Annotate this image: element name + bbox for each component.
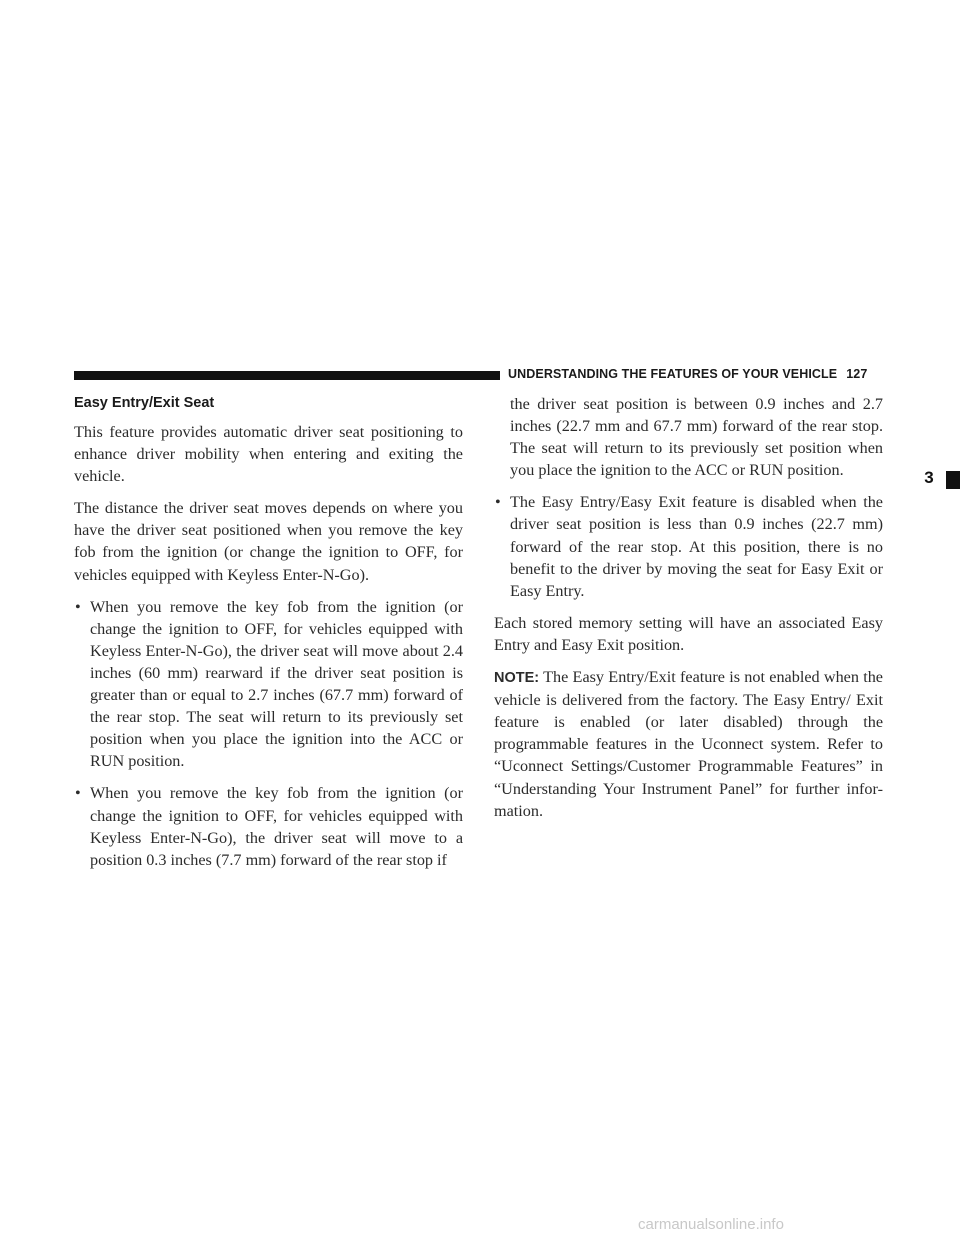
continued-bullet-text: the driver seat position is between 0.9 inches and 2.7 inches (22.7 mm and 67.7 mm) forward of the rear stop. The seat will return to its previously set position when you place the ignition to the ACC or RUN position. (510, 395, 883, 480)
bullet-list (494, 491, 883, 601)
header-rule (74, 371, 500, 380)
note-text: The Easy Entry/Exit feature is not enabled when the vehicle is delivered from the factory. The Easy Entry/ Exit feature is enabled (or later disabled) through the programmable features in the Uconnect system. Refer to “Uconnect Settings/Customer Programmable Features” in “Understanding Your Instrument Panel” for further infor- mation. (494, 668, 883, 820)
running-header (508, 367, 867, 381)
bullet-text: When you remove the key fob from the ignition (or change the ignition to OFF, for vehicles equipped with Keyless Enter-N-Go), the driver seat will move to a position 0.3 inches (7.7 mm) forward of the rear stop if (90, 784, 463, 869)
bullet-text: The Easy Entry/Easy Exit feature is disabled when the driver seat position is less than 0.9 inches (22.7 mm) forward of the rear stop. At this position, there is no benefit to the driver by moving the seat for Easy Exit or Easy Entry. (510, 493, 883, 600)
bullet-icon: • (75, 597, 81, 616)
right-column (494, 393, 883, 832)
section-heading: Easy Entry/Exit Seat (74, 395, 215, 411)
bullet-text: When you remove the key fob from the ignition (or change the ignition to OFF, for vehicles equipped with Keyless Enter-N-Go), the driver seat will move about 2.4 inches (60 mm) rearward if the driver seat position is greater than or equal to 2.7 inches (67.7 mm) forward of the rear stop. The seat will return to its previously set position when you place the ignition into the ACC or RUN position. (90, 597, 463, 771)
intro-paragraph: This feature provides automatic driver seat positioning to enhance driver mobility when entering and exiting the vehicle. (74, 423, 463, 486)
bullet-icon: • (495, 493, 501, 512)
note-paragraph (494, 666, 883, 822)
list-item (494, 491, 883, 601)
chapter-number: 3 (924, 468, 934, 487)
chapter-tab (946, 471, 960, 489)
bullet-list (74, 596, 463, 871)
list-item (74, 596, 463, 773)
page-number: 127 (846, 367, 868, 381)
distance-paragraph: The distance the driver seat moves depends on where you have the driver seat positioned when you remove the key fob from the ignition (or change the ignition to OFF, for vehicles equipped with Keyless Enter-N-Go). (74, 499, 463, 584)
bullet-icon: • (75, 784, 81, 803)
list-item (74, 782, 463, 870)
memory-paragraph: Each stored memory setting will have an associated Easy Entry and Easy Exit position. (494, 613, 883, 654)
watermark: carmanualsonline.info (638, 1216, 784, 1233)
section-title: UNDERSTANDING THE FEATURES OF YOUR VEHICLE (508, 367, 838, 381)
left-column (74, 393, 463, 881)
note-label: NOTE: (494, 670, 540, 687)
